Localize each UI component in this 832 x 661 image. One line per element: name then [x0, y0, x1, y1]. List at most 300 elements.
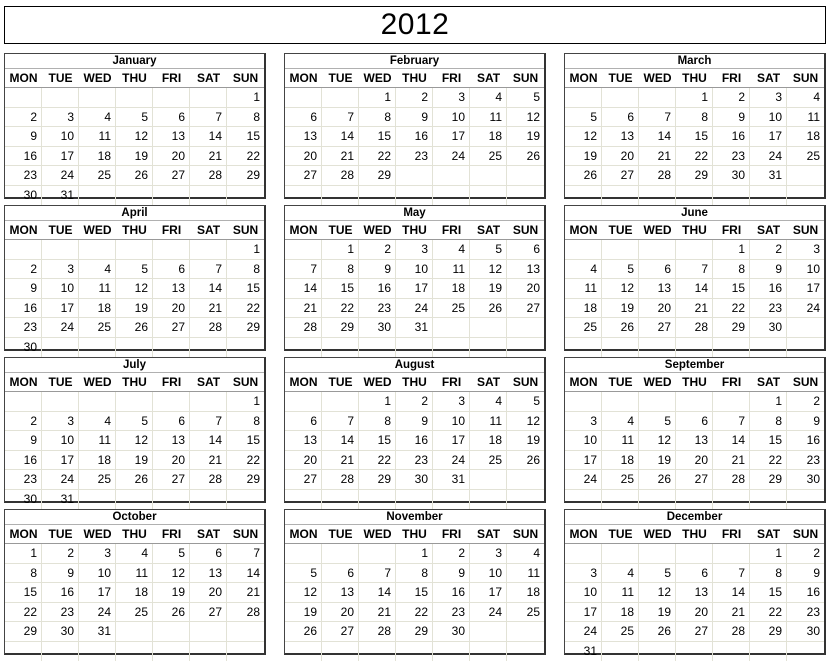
day-cell — [79, 642, 116, 661]
day-cell: 9 — [713, 108, 750, 127]
week-row — [565, 166, 824, 186]
day-cell — [565, 392, 602, 411]
day-cell: 28 — [639, 166, 676, 185]
weekday-label: THU — [682, 527, 707, 541]
month-name: January — [5, 54, 264, 69]
weekday-label: FRI — [441, 223, 462, 237]
day-cell: 6 — [533, 242, 540, 256]
day-cell: 25 — [116, 603, 153, 622]
day-cell: 27 — [153, 470, 190, 489]
day-cell: 2 — [813, 394, 820, 408]
day-cell: 25 — [602, 622, 639, 641]
month-name: October — [5, 510, 264, 525]
day-cell: 30 — [806, 472, 820, 487]
day-cell: 15 — [322, 279, 359, 298]
weekday-label: TUE — [48, 375, 73, 389]
day-cell: 23 — [750, 299, 787, 318]
day-cell: 12 — [639, 583, 676, 602]
day-cell — [116, 642, 153, 661]
day-cell — [565, 338, 602, 357]
day-cell: 21 — [285, 299, 322, 318]
day-cell: 6 — [639, 260, 676, 279]
week-row — [5, 186, 264, 205]
day-cell: 18 — [79, 299, 116, 318]
day-cell: 10 — [433, 412, 470, 431]
day-cell — [676, 490, 713, 509]
day-cell: 15 — [713, 279, 750, 298]
weekday-header-row — [565, 69, 824, 88]
day-cell: 4 — [533, 546, 540, 560]
day-cell: 13 — [285, 127, 322, 146]
day-cell: 20 — [153, 299, 190, 318]
day-cell — [285, 88, 322, 107]
day-cell: 5 — [285, 564, 322, 583]
week-row — [285, 88, 544, 108]
day-cell: 25 — [470, 451, 507, 470]
day-cell: 11 — [527, 565, 540, 580]
day-cell — [285, 392, 322, 411]
day-cell — [676, 642, 713, 661]
weekday-label: SUN — [232, 375, 259, 389]
day-cell — [433, 642, 470, 661]
day-cell — [787, 642, 824, 661]
day-cell — [507, 318, 544, 337]
year-title: 2012 — [380, 8, 450, 41]
day-cell — [322, 642, 359, 661]
week-row — [5, 431, 264, 451]
day-cell: 18 — [79, 147, 116, 166]
day-cell: 9 — [813, 413, 820, 428]
day-cell: 8 — [253, 413, 260, 428]
weekday-label: TUE — [608, 71, 633, 85]
day-cell — [190, 622, 227, 641]
weekday-header-row — [5, 525, 264, 544]
weekday-label: SAT — [476, 527, 501, 541]
weekday-header-row — [285, 69, 544, 88]
day-cell — [153, 622, 190, 641]
day-cell: 10 — [396, 260, 433, 279]
week-row — [5, 603, 264, 623]
day-cell: 24 — [750, 147, 787, 166]
day-cell — [602, 338, 639, 357]
day-cell: 28 — [246, 604, 260, 619]
week-row — [565, 470, 824, 490]
day-cell: 1 — [253, 90, 260, 104]
day-cell — [116, 240, 153, 259]
day-cell: 5 — [116, 260, 153, 279]
month-name: December — [565, 510, 824, 525]
day-cell: 29 — [246, 472, 260, 487]
week-row — [5, 299, 264, 319]
day-cell: 5 — [639, 412, 676, 431]
day-cell: 23 — [806, 604, 820, 619]
day-cell: 14 — [285, 279, 322, 298]
day-cell: 8 — [359, 412, 396, 431]
week-row — [5, 279, 264, 299]
day-cell — [5, 642, 42, 661]
day-cell — [116, 88, 153, 107]
day-cell: 10 — [433, 108, 470, 127]
month-name: November — [285, 510, 544, 525]
month-march — [564, 53, 826, 199]
weekday-label: TUE — [328, 527, 353, 541]
day-cell: 13 — [676, 583, 713, 602]
day-cell: 19 — [639, 603, 676, 622]
weekday-label: SUN — [792, 223, 819, 237]
day-cell: 7 — [359, 564, 396, 583]
weekday-header-row — [285, 525, 544, 544]
week-row — [565, 392, 824, 412]
day-cell: 14 — [676, 279, 713, 298]
week-row — [5, 642, 264, 661]
week-row — [5, 338, 264, 357]
day-cell — [602, 490, 639, 509]
day-cell: 28 — [713, 470, 750, 489]
day-cell: 25 — [470, 147, 507, 166]
day-cell: 28 — [676, 318, 713, 337]
day-cell — [470, 166, 507, 185]
day-cell: 28 — [190, 470, 227, 489]
day-cell: 9 — [396, 412, 433, 431]
weekday-label: TUE — [48, 223, 73, 237]
day-cell: 24 — [565, 622, 602, 641]
weekday-label: MON — [9, 71, 38, 85]
weekday-label: WED — [643, 223, 672, 237]
day-cell: 18 — [116, 583, 153, 602]
week-row — [5, 412, 264, 432]
day-cell: 12 — [153, 564, 190, 583]
day-cell: 11 — [602, 431, 639, 450]
weekday-label: SUN — [232, 71, 259, 85]
day-cell — [787, 166, 824, 185]
day-cell — [359, 544, 396, 563]
weekday-label: THU — [682, 375, 707, 389]
day-cell: 29 — [322, 318, 359, 337]
day-cell — [116, 338, 153, 357]
day-cell: 16 — [806, 585, 820, 600]
day-cell: 7 — [285, 260, 322, 279]
day-cell: 6 — [676, 564, 713, 583]
day-cell: 4 — [470, 88, 507, 107]
day-cell — [507, 490, 544, 509]
day-cell — [190, 88, 227, 107]
day-cell: 2 — [5, 260, 42, 279]
day-cell: 11 — [79, 279, 116, 298]
day-cell: 19 — [602, 299, 639, 318]
day-cell: 15 — [396, 583, 433, 602]
day-cell: 19 — [470, 279, 507, 298]
day-cell — [285, 642, 322, 661]
day-cell: 27 — [190, 603, 227, 622]
week-row — [565, 544, 824, 564]
day-cell — [79, 240, 116, 259]
week-row — [565, 260, 824, 280]
weekday-label: SUN — [792, 375, 819, 389]
day-cell — [42, 642, 79, 661]
day-cell — [79, 392, 116, 411]
day-cell: 29 — [750, 470, 787, 489]
day-cell: 27 — [153, 166, 190, 185]
day-cell — [227, 622, 264, 641]
weekday-label: WED — [643, 527, 672, 541]
week-row — [285, 166, 544, 186]
day-cell: 4 — [602, 412, 639, 431]
day-cell: 13 — [526, 261, 540, 276]
weekday-label: WED — [363, 71, 392, 85]
day-cell: 27 — [285, 470, 322, 489]
day-cell — [285, 544, 322, 563]
day-cell: 13 — [153, 127, 190, 146]
week-row — [285, 108, 544, 128]
day-cell: 1 — [396, 544, 433, 563]
day-cell: 2 — [5, 412, 42, 431]
day-cell: 24 — [79, 603, 116, 622]
weekday-label: TUE — [48, 527, 73, 541]
weekday-label: MON — [9, 223, 38, 237]
day-cell: 13 — [676, 431, 713, 450]
weekday-header-row — [5, 221, 264, 240]
day-cell — [470, 186, 507, 205]
day-cell: 14 — [322, 431, 359, 450]
day-cell: 23 — [396, 451, 433, 470]
month-name: April — [5, 206, 264, 221]
day-cell: 11 — [470, 108, 507, 127]
day-cell: 12 — [285, 583, 322, 602]
weekday-label: FRI — [721, 71, 742, 85]
day-cell: 10 — [42, 279, 79, 298]
weekday-label: SAT — [756, 527, 781, 541]
day-cell: 22 — [246, 452, 260, 467]
day-cell — [190, 338, 227, 357]
day-cell: 29 — [246, 320, 260, 335]
day-cell: 11 — [79, 431, 116, 450]
day-cell — [285, 186, 322, 205]
week-row — [565, 642, 824, 661]
day-cell — [285, 240, 322, 259]
weekday-label: WED — [363, 527, 392, 541]
day-cell — [750, 490, 787, 509]
day-cell: 17 — [750, 127, 787, 146]
day-cell: 29 — [750, 622, 787, 641]
weekday-label: MON — [569, 527, 598, 541]
day-cell — [470, 490, 507, 509]
day-cell — [433, 186, 470, 205]
day-cell — [787, 318, 824, 337]
day-cell: 3 — [42, 108, 79, 127]
day-cell: 22 — [359, 451, 396, 470]
weekday-label: MON — [569, 71, 598, 85]
day-cell — [322, 392, 359, 411]
weekday-header-row — [5, 69, 264, 88]
day-cell: 12 — [116, 431, 153, 450]
day-cell: 31 — [42, 490, 79, 509]
day-cell: 12 — [565, 127, 602, 146]
day-cell: 15 — [676, 127, 713, 146]
day-cell — [79, 186, 116, 205]
day-cell: 31 — [433, 470, 470, 489]
day-cell — [470, 318, 507, 337]
day-cell: 16 — [750, 279, 787, 298]
week-row — [5, 260, 264, 280]
day-cell: 8 — [322, 260, 359, 279]
weekday-label: WED — [363, 375, 392, 389]
week-row — [565, 279, 824, 299]
day-cell: 3 — [396, 240, 433, 259]
day-cell: 2 — [42, 544, 79, 563]
month-september — [564, 357, 826, 503]
week-row — [285, 186, 544, 205]
day-cell: 22 — [359, 147, 396, 166]
day-cell: 15 — [246, 129, 260, 144]
day-cell: 7 — [676, 260, 713, 279]
weekday-label: WED — [83, 223, 112, 237]
day-cell — [639, 392, 676, 411]
day-cell: 2 — [750, 240, 787, 259]
week-row — [565, 147, 824, 167]
day-cell — [359, 186, 396, 205]
day-cell: 25 — [602, 470, 639, 489]
day-cell — [153, 642, 190, 661]
day-cell: 15 — [750, 583, 787, 602]
day-cell: 7 — [639, 108, 676, 127]
weekday-label: FRI — [161, 71, 182, 85]
day-cell: 2 — [713, 88, 750, 107]
day-cell — [359, 490, 396, 509]
week-row — [565, 564, 824, 584]
week-row — [285, 127, 544, 147]
day-cell — [639, 490, 676, 509]
day-cell: 5 — [470, 240, 507, 259]
day-cell: 20 — [285, 147, 322, 166]
day-cell: 6 — [285, 412, 322, 431]
day-cell: 30 — [359, 318, 396, 337]
day-cell: 19 — [526, 129, 540, 144]
day-cell: 17 — [433, 127, 470, 146]
day-cell — [5, 392, 42, 411]
day-cell — [79, 338, 116, 357]
day-cell: 12 — [526, 413, 540, 428]
day-cell — [639, 544, 676, 563]
day-cell: 29 — [359, 166, 396, 185]
week-row — [565, 240, 824, 260]
day-cell: 15 — [246, 433, 260, 448]
weekday-label: FRI — [441, 71, 462, 85]
day-cell: 31 — [565, 642, 602, 661]
day-cell: 27 — [153, 318, 190, 337]
weekday-label: MON — [9, 527, 38, 541]
weekday-label: SAT — [756, 71, 781, 85]
month-name: March — [565, 54, 824, 69]
day-cell: 16 — [806, 433, 820, 448]
day-cell: 29 — [713, 318, 750, 337]
weekday-label: SUN — [232, 223, 259, 237]
day-cell: 14 — [246, 565, 260, 580]
day-cell: 9 — [750, 260, 787, 279]
week-row — [285, 147, 544, 167]
day-cell: 22 — [676, 147, 713, 166]
day-cell: 8 — [253, 109, 260, 124]
day-cell: 23 — [433, 603, 470, 622]
weekday-label: TUE — [328, 71, 353, 85]
day-cell: 14 — [359, 583, 396, 602]
month-name: September — [565, 358, 824, 373]
day-cell: 15 — [5, 583, 42, 602]
day-cell: 7 — [253, 546, 260, 560]
day-cell: 7 — [713, 412, 750, 431]
day-cell — [713, 338, 750, 357]
day-cell: 7 — [190, 260, 227, 279]
weekday-label: TUE — [608, 375, 633, 389]
day-cell: 10 — [565, 431, 602, 450]
day-cell: 9 — [359, 260, 396, 279]
day-cell — [227, 338, 264, 357]
day-cell: 15 — [246, 281, 260, 296]
day-cell: 17 — [396, 279, 433, 298]
weekday-label: THU — [122, 71, 147, 85]
day-cell — [713, 544, 750, 563]
week-row — [565, 622, 824, 642]
day-cell: 9 — [5, 431, 42, 450]
day-cell — [116, 392, 153, 411]
day-cell: 6 — [190, 544, 227, 563]
weekday-label: SAT — [756, 375, 781, 389]
day-cell: 16 — [433, 583, 470, 602]
day-cell: 5 — [116, 108, 153, 127]
day-cell: 4 — [565, 260, 602, 279]
day-cell — [42, 392, 79, 411]
day-cell: 19 — [116, 451, 153, 470]
week-row — [285, 470, 544, 490]
day-cell — [565, 88, 602, 107]
day-cell — [433, 166, 470, 185]
day-cell: 4 — [433, 240, 470, 259]
day-cell — [190, 240, 227, 259]
day-cell — [470, 642, 507, 661]
weekday-label: SAT — [756, 223, 781, 237]
day-cell: 25 — [79, 166, 116, 185]
day-cell: 7 — [322, 108, 359, 127]
day-cell: 3 — [750, 88, 787, 107]
day-cell: 26 — [639, 470, 676, 489]
day-cell: 30 — [713, 166, 750, 185]
day-cell: 12 — [602, 279, 639, 298]
day-cell: 6 — [153, 412, 190, 431]
day-cell: 26 — [526, 452, 540, 467]
weekday-label: SAT — [476, 223, 501, 237]
day-cell: 2 — [5, 108, 42, 127]
day-cell: 2 — [396, 88, 433, 107]
day-cell — [565, 490, 602, 509]
weekday-label: TUE — [48, 71, 73, 85]
day-cell — [322, 88, 359, 107]
day-cell: 24 — [396, 299, 433, 318]
day-cell: 31 — [42, 186, 79, 205]
day-cell: 19 — [285, 603, 322, 622]
day-cell: 18 — [602, 451, 639, 470]
day-cell — [116, 622, 153, 641]
day-cell: 21 — [359, 603, 396, 622]
weekday-label: FRI — [161, 223, 182, 237]
day-cell: 8 — [750, 412, 787, 431]
week-row — [565, 431, 824, 451]
weekday-label: SUN — [512, 527, 539, 541]
day-cell: 13 — [322, 583, 359, 602]
day-cell: 18 — [433, 279, 470, 298]
day-cell — [507, 642, 544, 661]
day-cell: 28 — [713, 622, 750, 641]
day-cell — [396, 490, 433, 509]
day-cell: 19 — [526, 433, 540, 448]
